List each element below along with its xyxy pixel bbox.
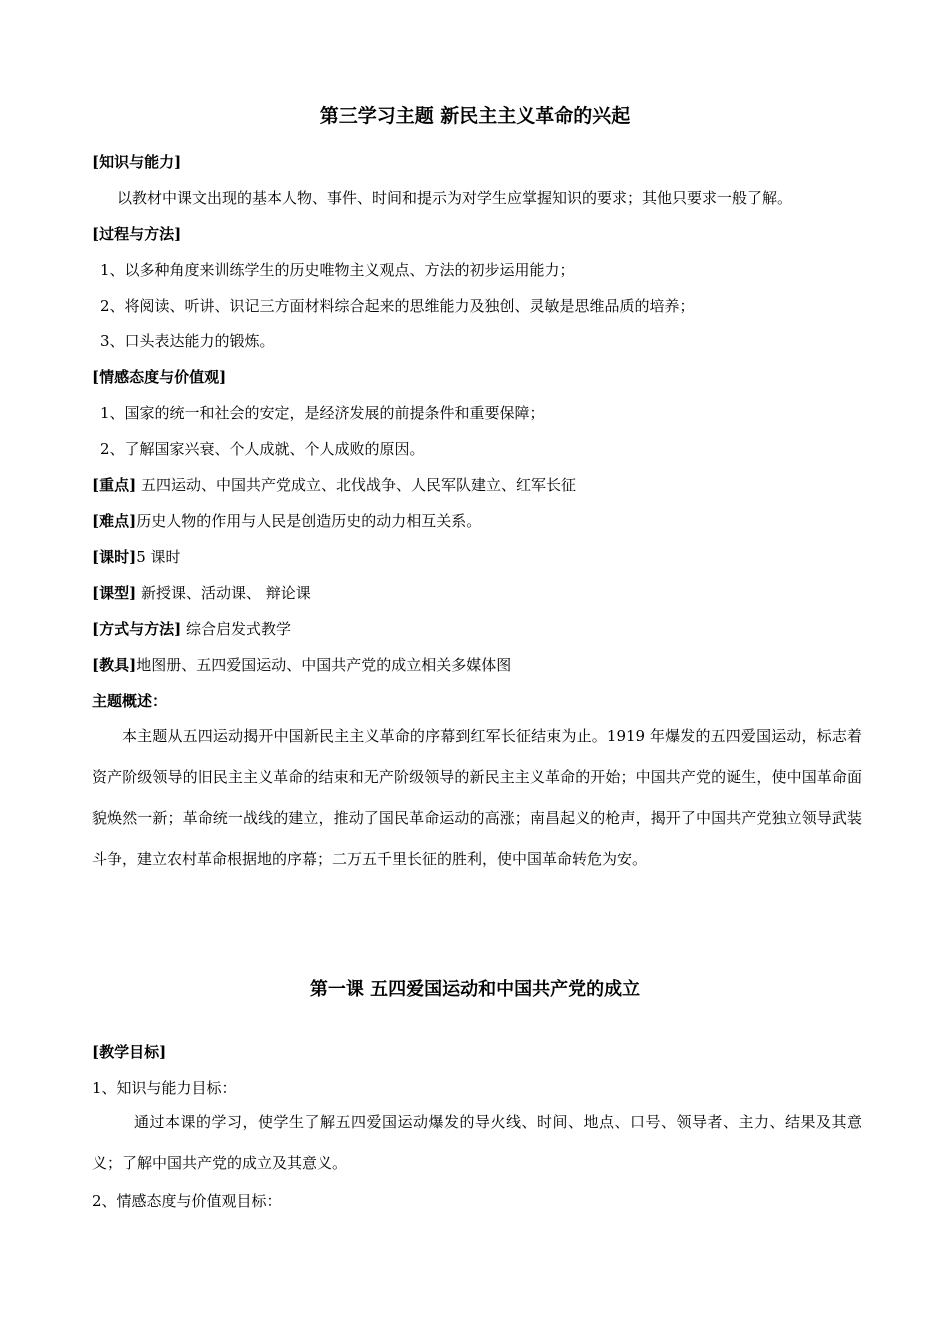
hours-row	[92, 547, 181, 567]
method-label: [方式与方法]	[92, 620, 182, 638]
method-value: 综合启发式教学	[181, 620, 291, 638]
hours-value: 5 课时	[136, 548, 181, 566]
tools-label: [教具]	[92, 656, 137, 674]
process-item: 3、口头表达能力的锻炼。	[100, 332, 275, 350]
hours-label: [课时]	[92, 548, 137, 566]
method-row	[92, 619, 291, 639]
lesson-type-value: 新授课、活动课、 辩论课	[136, 584, 311, 602]
lesson-type-row	[92, 583, 311, 603]
difficulties-label: [难点]	[92, 512, 137, 530]
knowledge-heading: [知识与能力]	[92, 153, 182, 171]
emotion-item: 1、国家的统一和社会的安定，是经济发展的前提条件和重要保障；	[100, 404, 545, 422]
tools-value: 地图册、五四爱国运动、中国共产党的成立相关多媒体图	[136, 656, 512, 674]
key-points-value: 五四运动、中国共产党成立、北伐战争、人民军队建立、红军长征	[136, 476, 576, 494]
overview-heading: 主题概述：	[92, 692, 168, 710]
emotion-heading: [情感态度与价值观]	[92, 368, 227, 386]
process-item: 2、将阅读、听讲、识记三方面材料综合起来的思维能力及独创、灵敏是思维品质的培养；	[100, 297, 695, 315]
tools-row	[92, 655, 511, 675]
objective-1-label: 1、知识与能力目标：	[92, 1079, 237, 1097]
page-title: 第三学习主题 新民主主义革命的兴起	[319, 105, 631, 127]
key-points-label: [重点]	[92, 476, 137, 494]
objective-2-label: 2、情感态度与价值观目标：	[92, 1192, 282, 1210]
process-heading: [过程与方法]	[92, 225, 182, 243]
overview-text: 本主题从五四运动揭开中国新民主主义革命的序幕到红军长征结束为止。1919 年爆发的五四爱国运动，标志着资产阶级领导的旧民主主义革命的结束和无产阶级领导的新民主主义革命的开始；中国共产党的诞生，使中国革命面貌焕然一新；革命统一战线的建立，推动了国民革命运动的高涨；南昌起义的枪声，揭开了中国共产党独立领导武装斗争，建立农村革命根据地的序幕；二万五千里长征的胜利，使中国革命转危为安。	[92, 727, 862, 868]
lesson-type-label: [课型]	[92, 584, 137, 602]
emotion-item: 2、了解国家兴衰、个人成就、个人成败的原因。	[100, 440, 425, 458]
difficulties-row	[92, 511, 481, 531]
knowledge-text: 以教材中课文出现的基本人物、事件、时间和提示为对学生应掌握知识的要求；其他只要求一般了解。	[117, 189, 793, 207]
lesson-title: 第一课 五四爱国运动和中国共产党的成立	[309, 979, 641, 1000]
process-item: 1、以多种角度来训练学生的历史唯物主义观点、方法的初步运用能力；	[100, 261, 575, 279]
objectives-heading: [教学目标]	[92, 1043, 167, 1061]
objective-1-text: 通过本课的学习，使学生了解五四爱国运动爆发的导火线、时间、地点、口号、领导者、主力、结果及其意义；了解中国共产党的成立及其意义。	[92, 1113, 862, 1172]
key-points-row	[92, 475, 576, 495]
difficulties-value: 历史人物的作用与人民是创造历史的动力相互关系。	[136, 512, 482, 530]
